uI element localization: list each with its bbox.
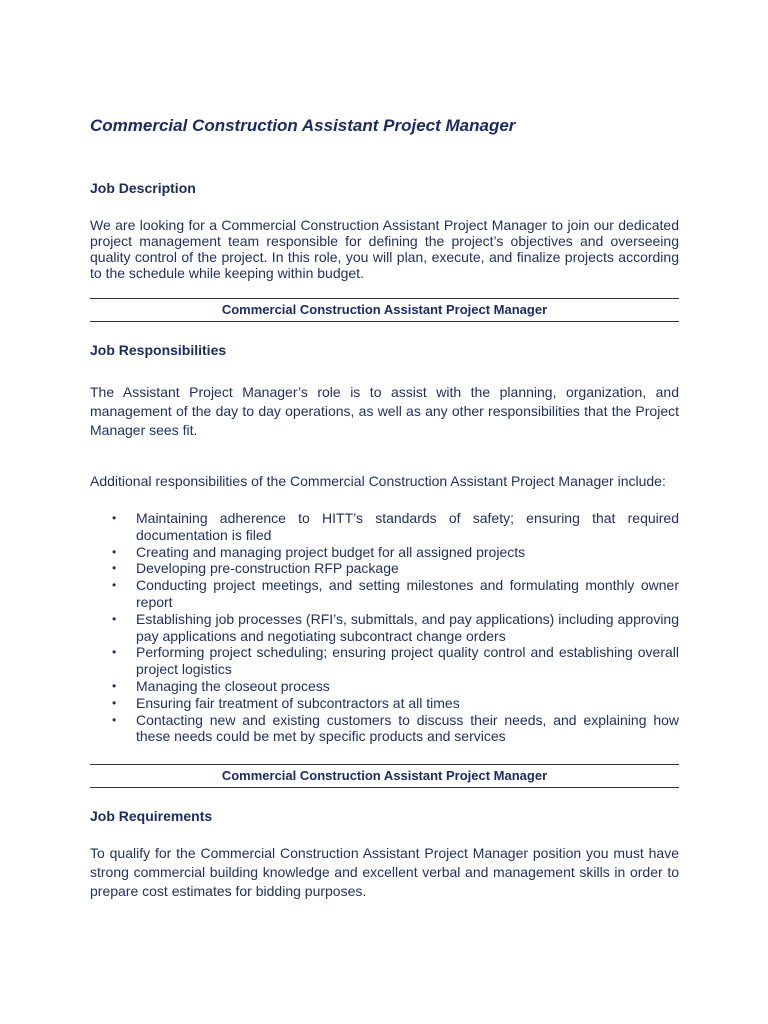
bullet-icon: •	[112, 712, 117, 727]
list-item: • Maintaining adherence to HITT’s standards of safety; ensuring that required documentation is filed	[112, 510, 679, 543]
list-item: • Establishing job processes (RFI’s, submittals, and pay applications) including approving pay applications and negotiating subcontract change orders	[112, 610, 679, 644]
list-item: • Conducting project meetings, and setting milestones and formulating monthly owner report	[112, 577, 679, 610]
list-item: • Managing the closeout process	[112, 677, 330, 694]
responsibilities-intro: The Assistant Project Manager’s role is to assist with the planning, organization, and management of the day to day operations, as well as any other responsibilities that the Project Manager sees fit.	[90, 384, 679, 438]
job-responsibilities-heading: Job Responsibilities	[90, 342, 227, 358]
list-item: • Developing pre-construction RFP package	[112, 560, 399, 577]
bullet-icon: •	[112, 645, 117, 660]
job-description-heading: Job Description	[90, 180, 196, 196]
bullet-icon: •	[112, 578, 117, 593]
list-item: • Ensuring fair treatment of subcontractors at all times	[112, 694, 460, 711]
responsibilities-additional: Additional responsibilities of the Commercial Construction Assistant Project Manager include:	[90, 473, 666, 489]
bullet-icon: •	[112, 678, 117, 693]
bullet-icon: •	[112, 695, 117, 710]
job-requirements-heading: Job Requirements	[90, 808, 213, 824]
bullet-icon: •	[112, 561, 117, 576]
list-item: • Contacting new and existing customers to discuss their needs, and explaining how these needs could be met by specific products and services	[112, 711, 679, 745]
list-item: • Creating and managing project budget for all assigned projects	[112, 543, 526, 560]
job-description-text: We are looking for a Commercial Construction Assistant Project Manager to join our dedicated project management team responsible for defining the project’s objectives and overseeing quality control of the project. In this role, you will plan, execute, and finalize projects according to the schedule while keeping within budget.	[90, 217, 679, 281]
bullet-icon: •	[112, 511, 117, 525]
list-item: • Performing project scheduling; ensuring project quality control and establishing overall project logistics	[112, 644, 679, 678]
job-requirements-text: To qualify for the Commercial Construction Assistant Project Manager position you must have strong commercial building knowledge and excellent verbal and management skills in order to prepare cost estimates for bidding purposes.	[90, 845, 679, 899]
bullet-icon: •	[112, 544, 117, 559]
bullet-icon: •	[112, 611, 117, 626]
section-banner: Commercial Construction Assistant Project Manager	[90, 298, 679, 322]
section-banner: Commercial Construction Assistant Project Manager	[90, 764, 679, 788]
document-title: Commercial Construction Assistant Project Manager	[90, 116, 516, 135]
responsibilities-list	[90, 510, 679, 745]
